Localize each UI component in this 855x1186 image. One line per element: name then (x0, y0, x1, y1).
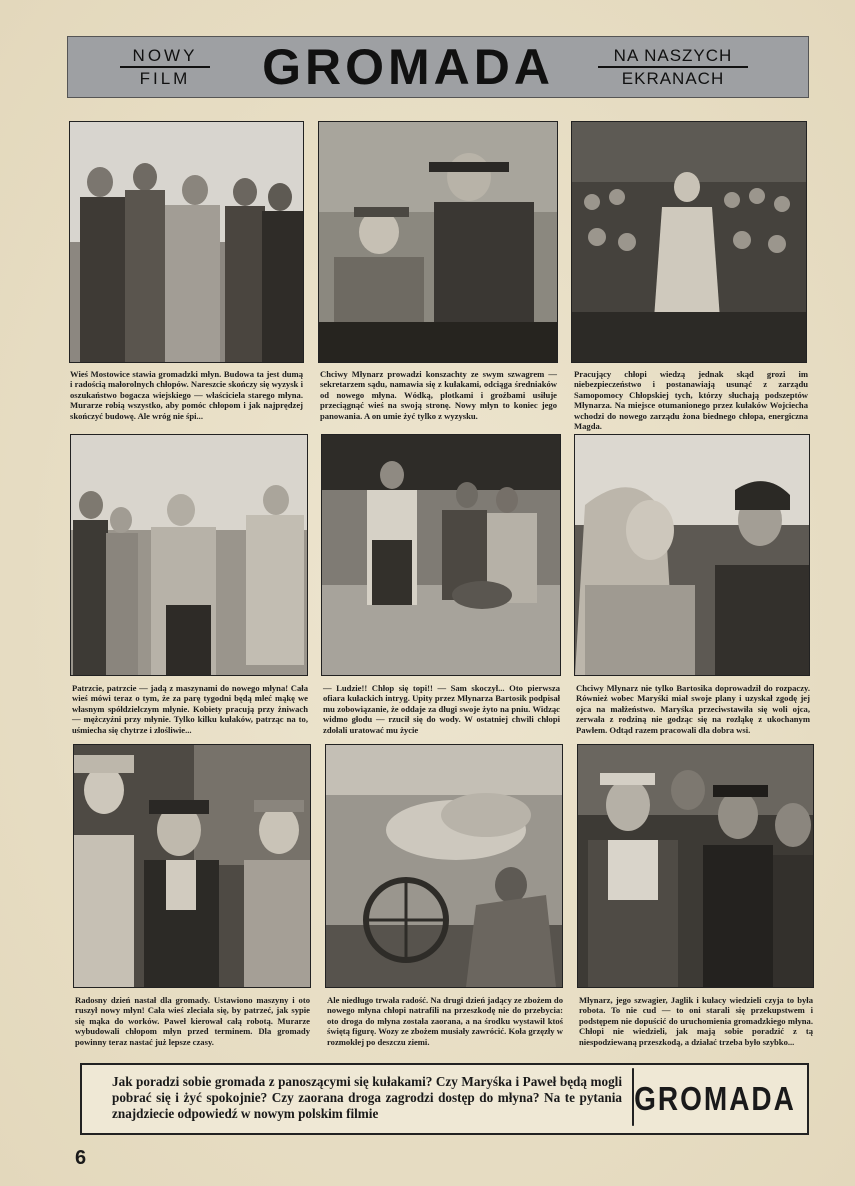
banner-left-text (120, 46, 210, 88)
film-still-6 (574, 434, 810, 676)
banner-title: GROMADA (262, 39, 554, 95)
closing-question: Jak poradzi sobie gromada z panoszącymi się kułakami? Czy Maryśka i Paweł będą mogli pobrać się i żyć spokojnie? Czy zaorana droga zagrodzi dostęp do młyna? Na te pytania znajdziecie odpowiedź w nowym polskim filmie (112, 1074, 622, 1121)
caption-6: Chciwy Młynarz nie tylko Bartosika doprowadził do rozpaczy. Również wobec Maryśki miał swoje plany i uzyskał zgodę jej ojca na małżeństwo. Maryśka przeciwstawiła się woli ojca, zerwała z rodziną nie godząc się na rozłąkę z ukochanym Pawłem. Odtąd razem pracowali dla dobra wsi. (576, 683, 810, 735)
banner-film: FILM (139, 69, 191, 88)
caption-2: Chciwy Młynarz prowadzi konszachty ze swym szwagrem — sekretarzem sądu, namawia się z kułakami, odciąga średniaków od nowego młyna. Wódką, plotkami i groźbami usiłuje przeciągnąć wieś na swoją stronę. Nowy młyn to koniec jego panowania. A on umie żyć tylko z wyzysku. (320, 369, 557, 421)
caption-4: Patrzcie, patrzcie — jadą z maszynami do nowego młyna! Cała wieś mówi teraz o tym, że za parę tygodni będą mleć mąkę we własnym spółdzielczym młynie. Kobiety pracują przy żniwach — mężczyźni przy młynie. Tylko kilku kułaków, patrząc na to, uśmiecha się chytrze i złośliwie... (72, 683, 308, 735)
page-number: 6 (75, 1147, 87, 1169)
closing-question-box (80, 1063, 809, 1135)
film-title-box: GROMADA (632, 1068, 796, 1126)
caption-7: Radosny dzień nastał dla gromady. Ustawiono maszyny i oto ruszył nowy młyn! Cała wieś zleciała się, by patrzeć, jak sypie się mąka do worków. Paweł kierował całą robotą. Murarze wybudowali chłopom młyn przed terminem. Dla gromady powinny teraz nastać już lepsze czasy. (75, 995, 310, 1047)
banner-rule (120, 66, 210, 68)
caption-9: Młynarz, jego szwagier, Jaglik i kułacy wiedzieli czyja to była robota. To nie cud — to oni starali się przekupstwem i podstępem nie dopuścić do uruchomienia gromadzkiego młyna. Chłopi nie wiedzieli, jak mają sobie poradzić z tą niespodziewaną przeszkodą, a działać trzeba było szybko... (579, 995, 813, 1047)
film-still-3 (571, 121, 807, 363)
film-still-7 (73, 744, 311, 988)
banner-rule (598, 66, 748, 68)
caption-1: Wieś Mostowice stawia gromadzki młyn. Budowa ta jest dumą i radością małorolnych chłopów. Nareszcie skończy się wyzysk i oszukaństwo bogacza wiejskiego — właściciela starego młyna. Murarze robią wszystko, aby pomóc chłopom i jak najprędzej skończyć budowę. Ale wróg nie śpi... (70, 369, 303, 421)
film-still-4 (70, 434, 308, 676)
film-still-8 (325, 744, 563, 988)
film-still-2 (318, 121, 558, 363)
banner-ekranach: EKRANACH (621, 69, 725, 88)
film-still-5 (321, 434, 561, 676)
banner-nowy: NOWY (132, 46, 198, 65)
film-still-1 (69, 121, 304, 363)
film-still-9 (577, 744, 814, 988)
caption-5: — Ludzie!! Chłop się topi!! — Sam skoczył... Oto pierwsza ofiara kułackich intryg. Upity przez Młynarza Bartosik podpisał mu zobowiązanie, że oddaje za długi swoje żyto na pniu. Widząc widmo głodu — rzucił się do wody. W ostatniej chwili chłopi zdołali uratować mu życie (323, 683, 560, 735)
banner-right-text (598, 46, 748, 88)
caption-8: Ale niedługo trwała radość. Na drugi dzień jadący ze zbożem do nowego młyna chłopi natrafili na przeszkodę nie do przebycia: oto droga do młyna została zaorana, a na środku wystawił ktoś świętą figurę. Wozy ze zbożem musiały zawrócić. Koła grzęzły w rozmokłej po deszczu ziemi. (327, 995, 563, 1047)
banner-na-naszych: NA NASZYCH (613, 46, 733, 65)
title-banner (67, 36, 809, 98)
caption-3: Pracujący chłopi wiedzą jednak skąd grozi im niebezpieczeństwo i postanawiają usunąć z zarządu Samopomocy Chłopskiej tych, którzy słuchają podszeptów Młynarza. Na miejsce otumanionego przez kułaków Wojciecha wchodzi do nowego zarządu żona biednego chłopa, energiczna Magda. (574, 369, 808, 432)
